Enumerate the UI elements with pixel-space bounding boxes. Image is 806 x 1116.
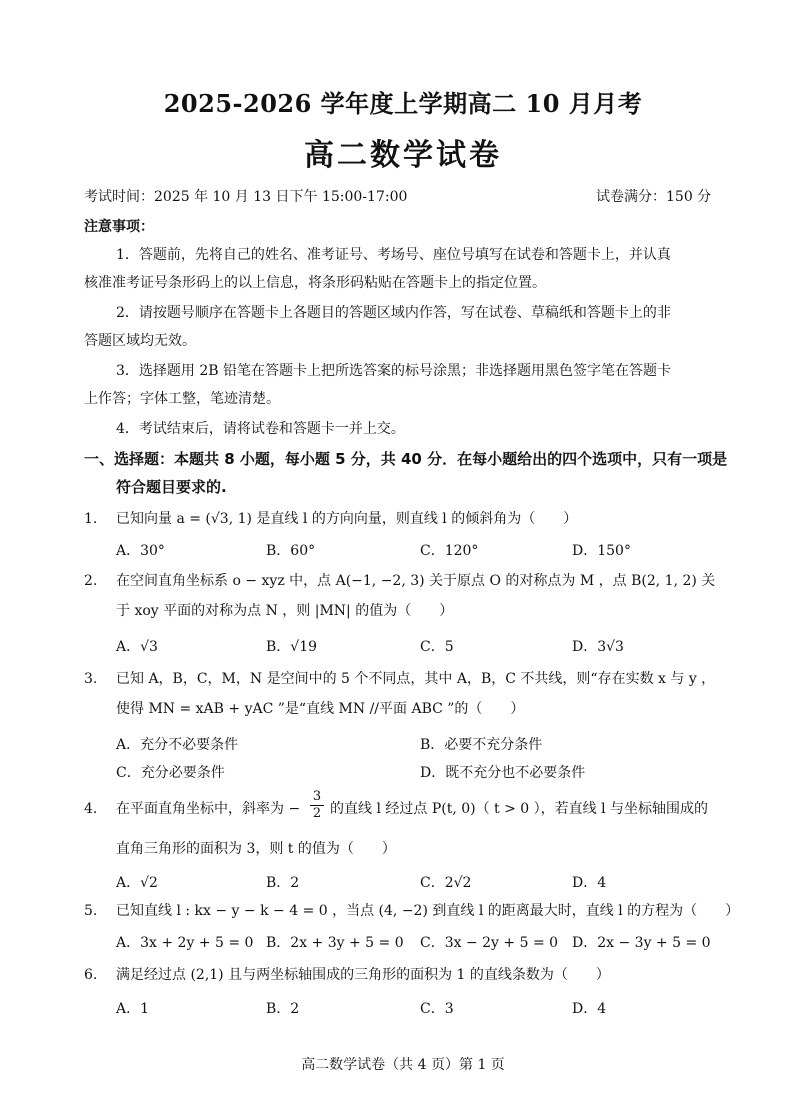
option-c: C．3x − 2y + 5 = 0	[420, 935, 559, 951]
section-heading-cont: 符合题目要求的.	[116, 478, 227, 496]
option-a: A．√2	[116, 875, 158, 891]
question-text: 在平面直角坐标中，斜率为 −	[116, 801, 301, 817]
option-b: B．必要不充分条件	[420, 737, 543, 753]
notice-line: 2．请按题号顺序在答题卡上各题目的答题区域内作答，写在试卷、草稿纸和答题卡上的非	[116, 305, 671, 321]
option-c: C．3	[420, 1001, 454, 1017]
exam-time: 考试时间：2025 年 10 月 13 日下午 15:00-17:00	[84, 189, 408, 205]
option-c: C．2√2	[420, 875, 472, 891]
question-text: 满足经过点 (2,1) 且与两坐标轴围成的三角形的面积为 1 的直线条数为（ ）	[116, 967, 610, 983]
option-b: B．√19	[266, 639, 318, 655]
question-number: 4.	[84, 801, 98, 817]
option-d: D．150°	[572, 543, 631, 559]
option-c: C．充分必要条件	[116, 765, 225, 781]
question-text-cont: 于 xoy 平面的对称为点 N ，则 |MN| 的值为（ ）	[116, 603, 454, 619]
question-text-part: 的直线 l 经过点 P(t, 0)（ t > 0 ），若直线 l 与坐标轴围成的	[330, 801, 709, 817]
exam-title: 2025-2026 学年度上学期高二 10 月月考	[163, 89, 643, 118]
question-number: 6.	[84, 967, 98, 983]
option-d: D．既不充分也不必要条件	[420, 765, 586, 781]
question-number: 5.	[84, 903, 98, 919]
full-score: 试卷满分：150 分	[596, 189, 712, 205]
option-d: D．3√3	[572, 639, 624, 655]
notice-line: 上作答；字体工整，笔迹清楚。	[84, 391, 280, 407]
section-heading: 一、选择题：本题共 8 小题，每小题 5 分，共 40 分．在每小题给出的四个选项中，只有一项是	[84, 450, 728, 468]
question-number: 2.	[84, 573, 98, 589]
option-d: D．4	[572, 1001, 607, 1017]
question-text-cont: 直角三角形的面积为 3，则 t 的值为（ ）	[116, 841, 396, 857]
page-footer: 高二数学试卷（共 4 页）第 1 页	[301, 1057, 505, 1073]
paper-title: 高二数学试卷	[304, 138, 502, 173]
fraction	[310, 790, 324, 821]
option-d: D．2x − 3y + 5 = 0	[572, 935, 711, 951]
question-number: 1.	[84, 511, 98, 527]
question-text-cont: 使得 MN = xAB + yAC ”是“直线 MN //平面 ABC ”的（ ）	[116, 701, 525, 717]
option-c: C．5	[420, 639, 454, 655]
question-text: 已知 A，B，C，M，N 是空间中的 5 个不同点，其中 A，B，C 不共线，则“存在实数 x 与 y ，	[116, 671, 716, 687]
notice-line: 4．考试结束后，请将试卷和答题卡一并上交。	[116, 421, 405, 437]
option-a: A．30°	[116, 543, 165, 559]
option-d: D．4	[572, 875, 607, 891]
option-b: B．60°	[266, 543, 316, 559]
notice-line: 核准准考证号条形码上的以上信息，将条形码粘贴在答题卡上的指定位置。	[84, 275, 546, 291]
question-text: 已知直线 l : kx − y − k − 4 = 0 ，当点 (4, −2) 到直线 l 的距离最大时，直线 l 的方程为（ ）	[116, 903, 740, 919]
option-c: C．120°	[420, 543, 479, 559]
fraction-denominator: 2	[312, 806, 322, 821]
option-b: B．2	[266, 875, 300, 891]
notice-line: 1．答题前，先将自己的姓名、准考证号、考场号、座位号填写在试卷和答题卡上，并认真	[116, 247, 671, 263]
option-b: B．2x + 3y + 5 = 0	[266, 935, 404, 951]
fraction-numerator: 3	[312, 789, 322, 804]
question-text: 已知向量 a = (√3, 1) 是直线 l 的方向向量，则直线 l 的倾斜角为（ ）	[116, 511, 578, 527]
notice-line: 答题区域均无效。	[84, 333, 196, 349]
question-text: 在空间直角坐标系 o − xyz 中，点 A(−1, −2, 3) 关于原点 O 的对称点为 M ，点 B(2, 1, 2) 关	[116, 573, 716, 589]
option-a: A．3x + 2y + 5 = 0	[116, 935, 254, 951]
option-a: A．1	[116, 1001, 150, 1017]
option-b: B．2	[266, 1001, 300, 1017]
notice-line: 3．选择题用 2B 铅笔在答题卡上把所选答案的标号涂黑；非选择题用黑色签字笔在答题卡	[116, 363, 672, 379]
option-a: A．√3	[116, 639, 158, 655]
option-a: A．充分不必要条件	[116, 737, 239, 753]
notice-heading: 注意事项：	[84, 219, 154, 235]
question-number: 3.	[84, 671, 98, 687]
